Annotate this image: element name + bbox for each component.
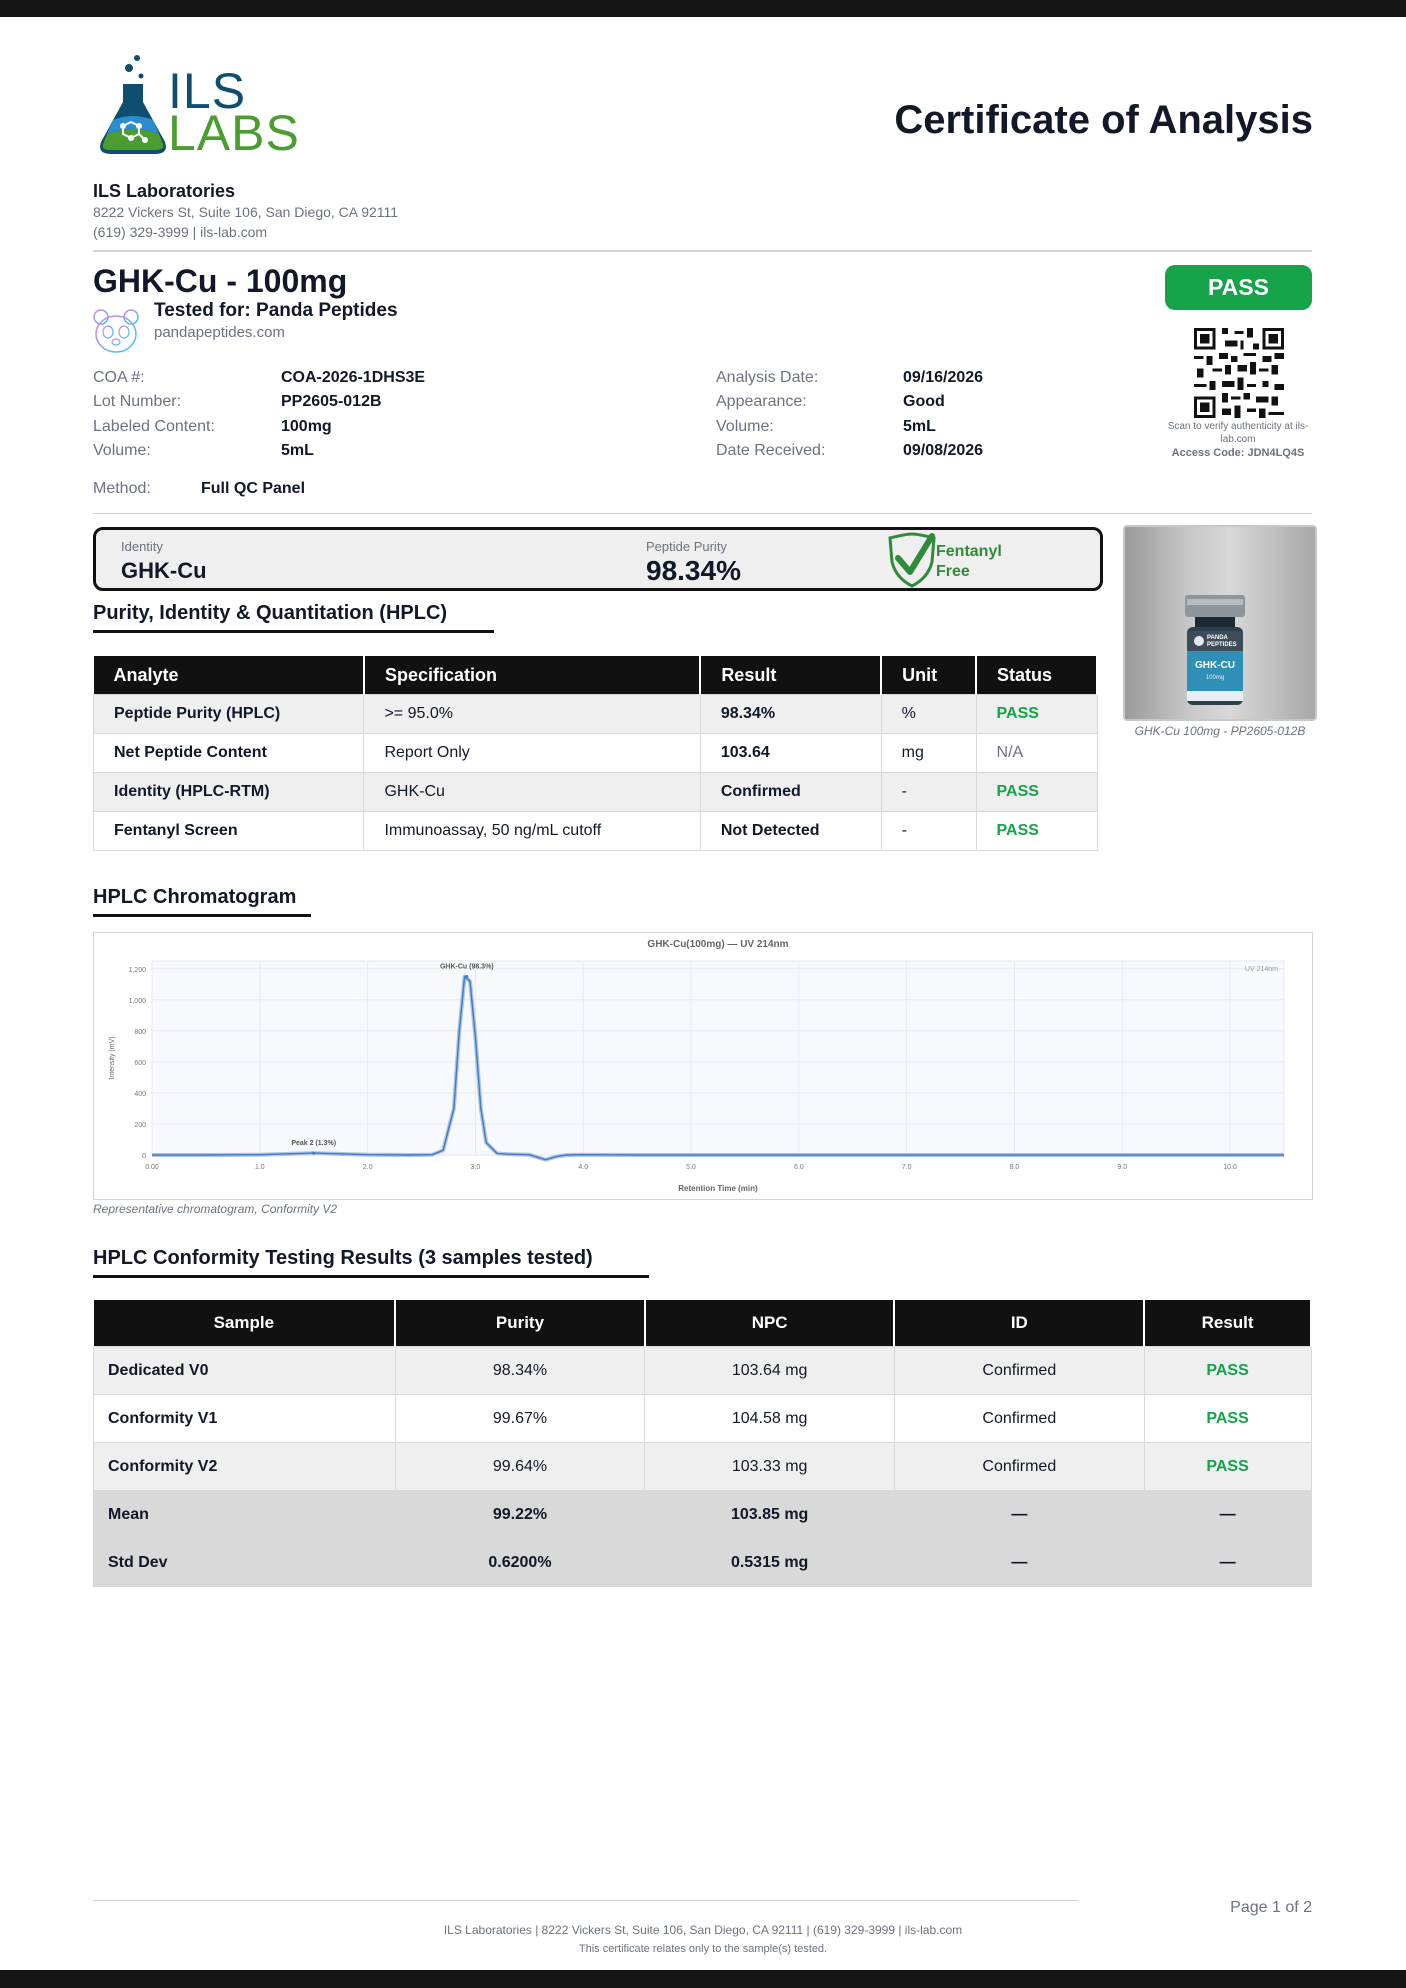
volume-right-value: 5mL xyxy=(903,418,936,435)
analyte-cell: Peptide Purity (HPLC) xyxy=(94,695,364,734)
panda-logo-icon xyxy=(91,308,141,354)
volume-label: Volume: xyxy=(93,442,151,459)
status-cell: PASS xyxy=(976,695,1097,734)
mean-row xyxy=(94,1491,1312,1539)
col-result: Result xyxy=(700,656,881,695)
x-tick-label: 6.0 xyxy=(793,1164,804,1171)
peak-annotation: Peak 2 (1.3%) xyxy=(291,1140,337,1148)
plot-area xyxy=(152,961,1284,1155)
peptide-purity-value: 98.34% xyxy=(646,555,741,586)
appearance-label: Appearance: xyxy=(716,393,807,410)
purity-cell: 99.22% xyxy=(395,1491,645,1539)
chromatogram-underline xyxy=(93,914,311,917)
hplc-section-underline xyxy=(93,630,494,633)
spec-cell: Immunoassay, 50 ng/mL cutoff xyxy=(364,812,700,851)
footer-disclaimer: This certificate relates only to the sample(s) tested. xyxy=(578,1943,828,1955)
table-row xyxy=(94,1347,1312,1395)
identity-label: Identity xyxy=(121,539,163,554)
analyte-cell: Identity (HPLC-RTM) xyxy=(94,773,364,812)
y-tick-label: 800 xyxy=(134,1028,146,1036)
x-tick-label: 0.00 xyxy=(145,1164,159,1171)
unit-cell: mg xyxy=(881,734,976,773)
volume-value: 5mL xyxy=(281,442,314,459)
vial-image xyxy=(1125,527,1315,719)
coa-number-value: COA-2026-1DHS3E xyxy=(281,369,426,386)
stat-label-cell: Mean xyxy=(94,1491,396,1539)
peak-marker xyxy=(312,1152,315,1155)
status-cell: N/A xyxy=(976,734,1097,773)
ils-labs-logo xyxy=(93,54,308,159)
logo-wordmark-labs: LABS xyxy=(168,105,300,161)
date-received-value: 09/08/2026 xyxy=(903,442,984,459)
y-tick-label: 600 xyxy=(134,1059,146,1067)
col-purity: Purity xyxy=(395,1300,645,1347)
conformity-underline xyxy=(93,1275,649,1278)
result-cell: PASS xyxy=(1144,1443,1311,1491)
sample-cell: Dedicated V0 xyxy=(94,1347,396,1395)
labeled-content-label: Labeled Content: xyxy=(93,418,215,435)
analyte-cell: Fentanyl Screen xyxy=(94,812,364,851)
x-tick-label: 7.0 xyxy=(901,1164,912,1171)
id-cell: — xyxy=(894,1491,1144,1539)
conformity-table xyxy=(93,1300,1312,1587)
top-border xyxy=(0,0,1406,17)
conformity-section-title: HPLC Conformity Testing Results (3 samples tested) xyxy=(93,1247,593,1269)
sample-cell: Conformity V2 xyxy=(94,1443,396,1491)
vial-brand-line2: PEPTIDES xyxy=(1207,642,1237,648)
unit-cell: - xyxy=(881,773,976,812)
result-cell: PASS xyxy=(1144,1395,1311,1443)
page-title: Certificate of Analysis xyxy=(894,98,1313,142)
purity-cell: 98.34% xyxy=(395,1347,645,1395)
stat-label-cell: Std Dev xyxy=(94,1539,396,1587)
purity-cell: 99.67% xyxy=(395,1395,645,1443)
summary-box xyxy=(93,527,1103,591)
table-row xyxy=(94,773,1098,812)
fentanyl-line2: Free xyxy=(936,563,970,580)
table-row xyxy=(94,734,1098,773)
y-tick-label: 0 xyxy=(142,1153,146,1160)
volume-right-label: Volume: xyxy=(716,418,774,435)
table-row xyxy=(94,1443,1312,1491)
identity-value: GHK-Cu xyxy=(121,558,207,583)
spec-cell: >= 95.0% xyxy=(364,695,700,734)
col-analyte: Analyte xyxy=(94,656,364,695)
id-cell: — xyxy=(894,1539,1144,1587)
header-divider xyxy=(93,250,1312,252)
col-id: ID xyxy=(894,1300,1144,1347)
table-row xyxy=(94,695,1098,734)
product-photo xyxy=(1123,525,1317,721)
std-dev-row xyxy=(94,1539,1312,1587)
npc-cell: 103.64 mg xyxy=(645,1347,895,1395)
x-tick-label: 9.0 xyxy=(1117,1164,1128,1171)
footer-lab-info: ILS Laboratories | 8222 Vickers St, Suite 106, San Diego, CA 92111 | (619) 329-3999 | ils-lab.com xyxy=(443,1923,963,1937)
result-cell: Not Detected xyxy=(700,812,881,851)
id-cell: Confirmed xyxy=(894,1395,1144,1443)
tested-for: Tested for: Panda Peptides xyxy=(154,300,398,321)
chromatogram-section-title: HPLC Chromatogram xyxy=(93,886,297,908)
status-cell: PASS xyxy=(976,812,1097,851)
fentanyl-free-text xyxy=(936,542,1002,582)
labeled-content-value: 100mg xyxy=(281,418,332,435)
unit-cell: - xyxy=(881,812,976,851)
col-unit: Unit xyxy=(881,656,976,695)
qr-code-icon[interactable] xyxy=(1194,328,1284,418)
analyte-cell: Net Peptide Content xyxy=(94,734,364,773)
x-tick-label: 10.0 xyxy=(1223,1164,1237,1171)
lab-name: ILS Laboratories xyxy=(93,181,236,201)
result-cell: — xyxy=(1144,1491,1311,1539)
table-row xyxy=(94,1395,1312,1443)
vial-label-name: GHK-CU xyxy=(1195,660,1235,671)
peak-marker xyxy=(465,975,468,978)
y-axis-label: Intensity (mV) xyxy=(109,1036,116,1080)
npc-cell: 104.58 mg xyxy=(645,1395,895,1443)
y-tick-label: 200 xyxy=(134,1121,146,1129)
x-tick-label: 3.0 xyxy=(470,1164,481,1171)
vial-brand-line1: PANDA xyxy=(1207,635,1228,641)
chromatogram-caption: Representative chromatogram, Conformity V2 xyxy=(93,1202,338,1216)
x-tick-label: 8.0 xyxy=(1009,1164,1020,1171)
bottom-border xyxy=(0,1970,1406,1988)
result-cell: Confirmed xyxy=(700,773,881,812)
x-axis-label: Retention Time (min) xyxy=(678,1184,758,1193)
y-tick-label: 400 xyxy=(134,1090,146,1098)
hplc-section-title: Purity, Identity & Quantitation (HPLC) xyxy=(93,602,448,624)
chart-title: GHK-Cu(100mg) — UV 214nm xyxy=(647,939,789,950)
fentanyl-line1: Fentanyl xyxy=(936,543,1002,560)
footer-divider xyxy=(93,1900,1078,1901)
analysis-date-value: 09/16/2026 xyxy=(903,369,984,386)
sample-cell: Conformity V1 xyxy=(94,1395,396,1443)
id-cell: Confirmed xyxy=(894,1347,1144,1395)
col-specification: Specification xyxy=(364,656,700,695)
unit-cell: % xyxy=(881,695,976,734)
lab-contact: (619) 329-3999 | ils-lab.com xyxy=(93,224,268,240)
chromatogram-chart xyxy=(93,932,1313,1200)
info-divider xyxy=(93,513,1312,514)
x-tick-label: 1.0 xyxy=(254,1164,265,1171)
purity-cell: 99.64% xyxy=(395,1443,645,1491)
scan-to-verify-text: Scan to verify authenticity at ils-lab.com xyxy=(1167,421,1309,445)
method-label: Method: xyxy=(93,480,151,497)
spec-cell: GHK-Cu xyxy=(364,773,700,812)
appearance-value: Good xyxy=(903,393,945,410)
npc-cell: 103.85 mg xyxy=(645,1491,895,1539)
peak-annotation: GHK-Cu (98.3%) xyxy=(439,963,494,971)
col-sample: Sample xyxy=(94,1300,396,1347)
col-status: Status xyxy=(976,656,1097,695)
x-tick-label: 4.0 xyxy=(578,1164,589,1171)
lab-address: 8222 Vickers St, Suite 106, San Diego, CA 92111 xyxy=(93,204,399,220)
client-website-link[interactable]: pandapeptides.com xyxy=(154,324,285,341)
purity-cell: 0.6200% xyxy=(395,1539,645,1587)
status-cell: PASS xyxy=(976,773,1097,812)
overall-pass-badge: PASS xyxy=(1165,265,1312,310)
result-cell: 98.34% xyxy=(700,695,881,734)
col-result: Result xyxy=(1144,1300,1311,1347)
npc-cell: 103.33 mg xyxy=(645,1443,895,1491)
id-cell: Confirmed xyxy=(894,1443,1144,1491)
coa-number-label: COA #: xyxy=(93,369,145,386)
product-title: GHK-Cu - 100mg xyxy=(93,263,348,299)
result-cell: 103.64 xyxy=(700,734,881,773)
date-received-label: Date Received: xyxy=(716,442,826,459)
access-code: Access Code: JDN4LQ4S xyxy=(1171,447,1305,459)
table-header-row xyxy=(94,1300,1312,1347)
npc-cell: 0.5315 mg xyxy=(645,1539,895,1587)
analysis-date-label: Analysis Date: xyxy=(716,369,819,386)
legend-entry: UV 214nm xyxy=(1244,966,1278,973)
method-value: Full QC Panel xyxy=(201,480,306,497)
lot-number-label: Lot Number: xyxy=(93,393,182,410)
spec-cell: Report Only xyxy=(364,734,700,773)
flask-icon xyxy=(93,54,173,159)
lot-number-value: PP2605-012B xyxy=(281,393,382,410)
chromatogram-svg xyxy=(94,933,1312,1199)
peptide-purity-label: Peptide Purity xyxy=(646,539,727,554)
table-header-row xyxy=(94,656,1098,695)
table-row xyxy=(94,812,1098,851)
photo-caption: GHK-Cu 100mg - PP2605-012B xyxy=(1134,724,1306,738)
col-npc: NPC xyxy=(645,1300,895,1347)
vial-label-amount: 100mg xyxy=(1205,675,1225,681)
result-cell: PASS xyxy=(1144,1347,1311,1395)
result-cell: — xyxy=(1144,1539,1311,1587)
hplc-results-table xyxy=(93,656,1098,851)
page-number: Page 1 of 2 xyxy=(1230,1899,1312,1916)
x-tick-label: 5.0 xyxy=(686,1164,696,1171)
y-tick-label: 1,200 xyxy=(128,966,146,974)
shield-check-icon xyxy=(886,532,938,588)
y-tick-label: 1,000 xyxy=(128,997,146,1005)
logo-wordmark-ils: ILS xyxy=(168,63,247,119)
x-tick-label: 2.0 xyxy=(362,1164,373,1171)
fentanyl-free-badge xyxy=(886,532,1006,586)
